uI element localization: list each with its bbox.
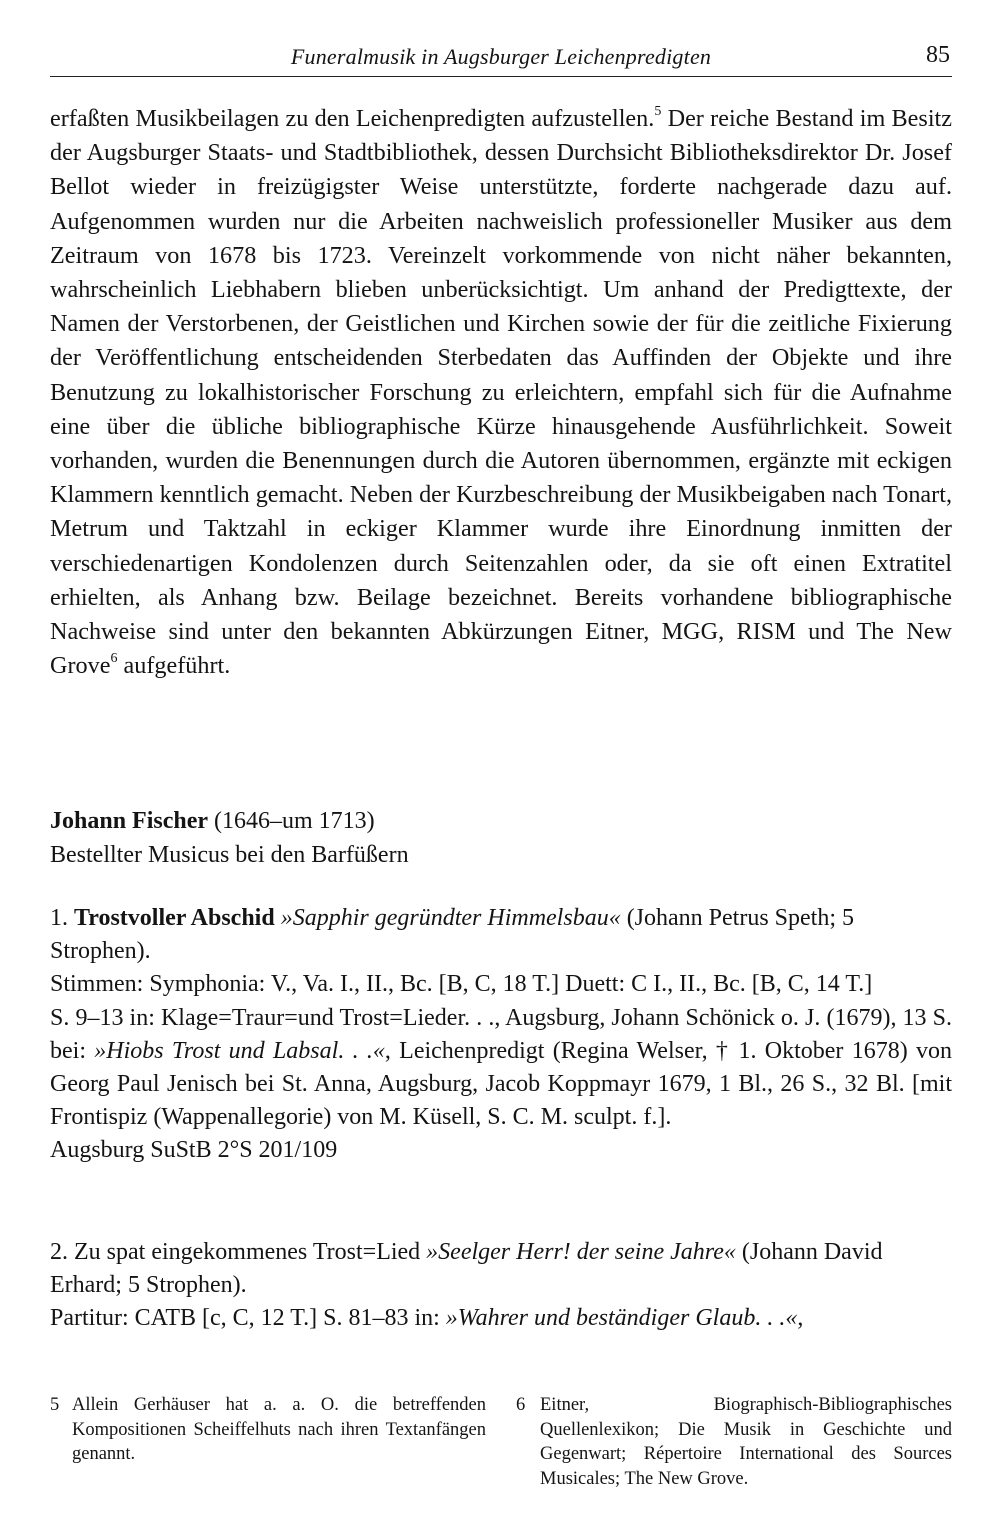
page-number: 85	[926, 42, 950, 68]
footnote-number: 5	[50, 1395, 60, 1415]
catalog-entry-1	[50, 902, 952, 1168]
entry-info: (Johann David Erhard; 5 Strophen).	[50, 1239, 883, 1299]
entry-voices: Stimmen: Symphonia: V., Va. I., II., Bc. [B, C, 18 T.] Duett: C I., II., Bc. [B, C, 14 T.]	[50, 971, 873, 998]
footnote-number: 6	[516, 1395, 526, 1415]
entry-number: 1.	[50, 905, 68, 931]
entry-shelfmark: Augsburg SuStB 2°S 201/109	[50, 1137, 338, 1164]
entry-score-a: Partitur: CATB [c, C, 12 T.] S. 81–83 in:	[50, 1305, 446, 1332]
footnote-ref-6[interactable]: 6	[110, 651, 118, 667]
entry-number: 2.	[50, 1239, 68, 1265]
composer-heading	[50, 804, 952, 872]
catalog-entry-2	[50, 1236, 952, 1336]
paragraph-end: aufgeführt.	[117, 652, 231, 680]
entry-title: Zu spat eingekommenes Trost=Lied	[74, 1239, 421, 1265]
paragraph-mid: Der reiche Bestand im Besitz der Augsburger Staats- und Stadtbibliothek, dessen Durchsicht Bibliotheksdirektor Dr. Josef Bellot wieder in freizügigster Weise unterstützte, forderte nachgerade dazu auf. Aufgenommen wurden nur die Arbeiten nachweislich professioneller Musiker aus dem Zeitraum von 1678 bis 1723. Vereinzelt vorkommende von nicht näher bekannten, wahrscheinlich Liebhabern blieben unberücksichtigt. Um anhand der Predigttexte, der Namen der Verstorbenen, der Geistlichen und Kirchen sowie der für die zeitliche Fixierung der Veröffentlichung entscheidenden Sterbedaten das Auffinden der Objekte und ihre Benutzung zu lokalhistorischer Forschung zu erleichtern, empfahl sich für die Aufnahme eine über die übliche bibliographische Kürze hinausgehende Ausführlichkeit. Soweit vorhanden, wurden die Benennungen durch die Autoren übernommen, ergänzte mit eckigen Klammern kenntlich gemacht. Neben der Kurzbeschreibung der Musikbeigaben nach Tonart, Metrum und Taktzahl in eckiger Klammer wurde ihre Einordnung inmitten der verschiedenartigen Kondolenzen durch Seitenzahlen oder, da sie oft einen Extratitel erhielten, als Anhang bzw. Beilage bezeichnet. Bereits vorhandene bibliographische Nachweise sind unter den bekannten Abkürzungen Eitner, MGG, RISM und The New Grove	[50, 105, 953, 680]
entry-title: Trostvoller Abschid	[74, 905, 275, 931]
footnote-text: Eitner, Biographisch-Bibliographisches Quellenlexikon; Die Musik in Geschichte und Gegenwart; Répertoire International des Sources Musicales; The New Grove.	[540, 1395, 952, 1489]
footnote-ref-5[interactable]: 5	[654, 103, 662, 119]
entry-score-b: ,	[797, 1305, 804, 1332]
entry-score-title: »Wahrer und beständiger Glaub. . .«	[445, 1305, 798, 1332]
body-paragraph	[50, 102, 952, 683]
entry-info: (Johann Petrus Speth; 5 Strophen).	[50, 905, 855, 965]
composer-name: Johann Fischer	[50, 808, 209, 834]
entry-source-b: , Leichenpredigt (Regina Welser, † 1. Oktober 1678) von Georg Paul Jenisch bei St. Anna, Augsburg, Jacob Koppmayr 1679, 1 Bl., 26 S., 32 Bl. [mit Frontispiz (Wappenallegorie) von M. Küsell, S. C. M. sculpt. f.].	[50, 1037, 952, 1131]
composer-role: Bestellter Musicus bei den Barfüßern	[50, 842, 409, 868]
running-title: Funeralmusik in Augsburger Leichenpredigten	[290, 44, 712, 69]
running-header	[50, 38, 952, 77]
entry-incipit: »Sapphir gegründter Himmelsbau«	[280, 905, 621, 931]
footnote-6	[516, 1393, 952, 1491]
footnote-5	[50, 1393, 486, 1467]
entry-source-title: »Hiobs Trost und Labsal. . .«	[94, 1037, 385, 1064]
footnote-text: Allein Gerhäuser hat a. a. O. die betreffenden Kompositionen Scheiffelhuts nach ihren Textanfängen genannt.	[72, 1395, 486, 1464]
paragraph-start: erfaßten Musikbeilagen zu den Leichenpredigten aufzustellen.	[50, 105, 655, 132]
composer-dates: (1646–um 1713)	[208, 808, 375, 834]
entry-source-a: S. 9–13 in: Klage=Traur=und Trost=Lieder. . ., Augsburg, Johann Schönick o. J. (1679), 13 S. bei:	[50, 1004, 952, 1064]
entry-incipit: »Seelger Herr! der seine Jahre«	[426, 1239, 736, 1265]
